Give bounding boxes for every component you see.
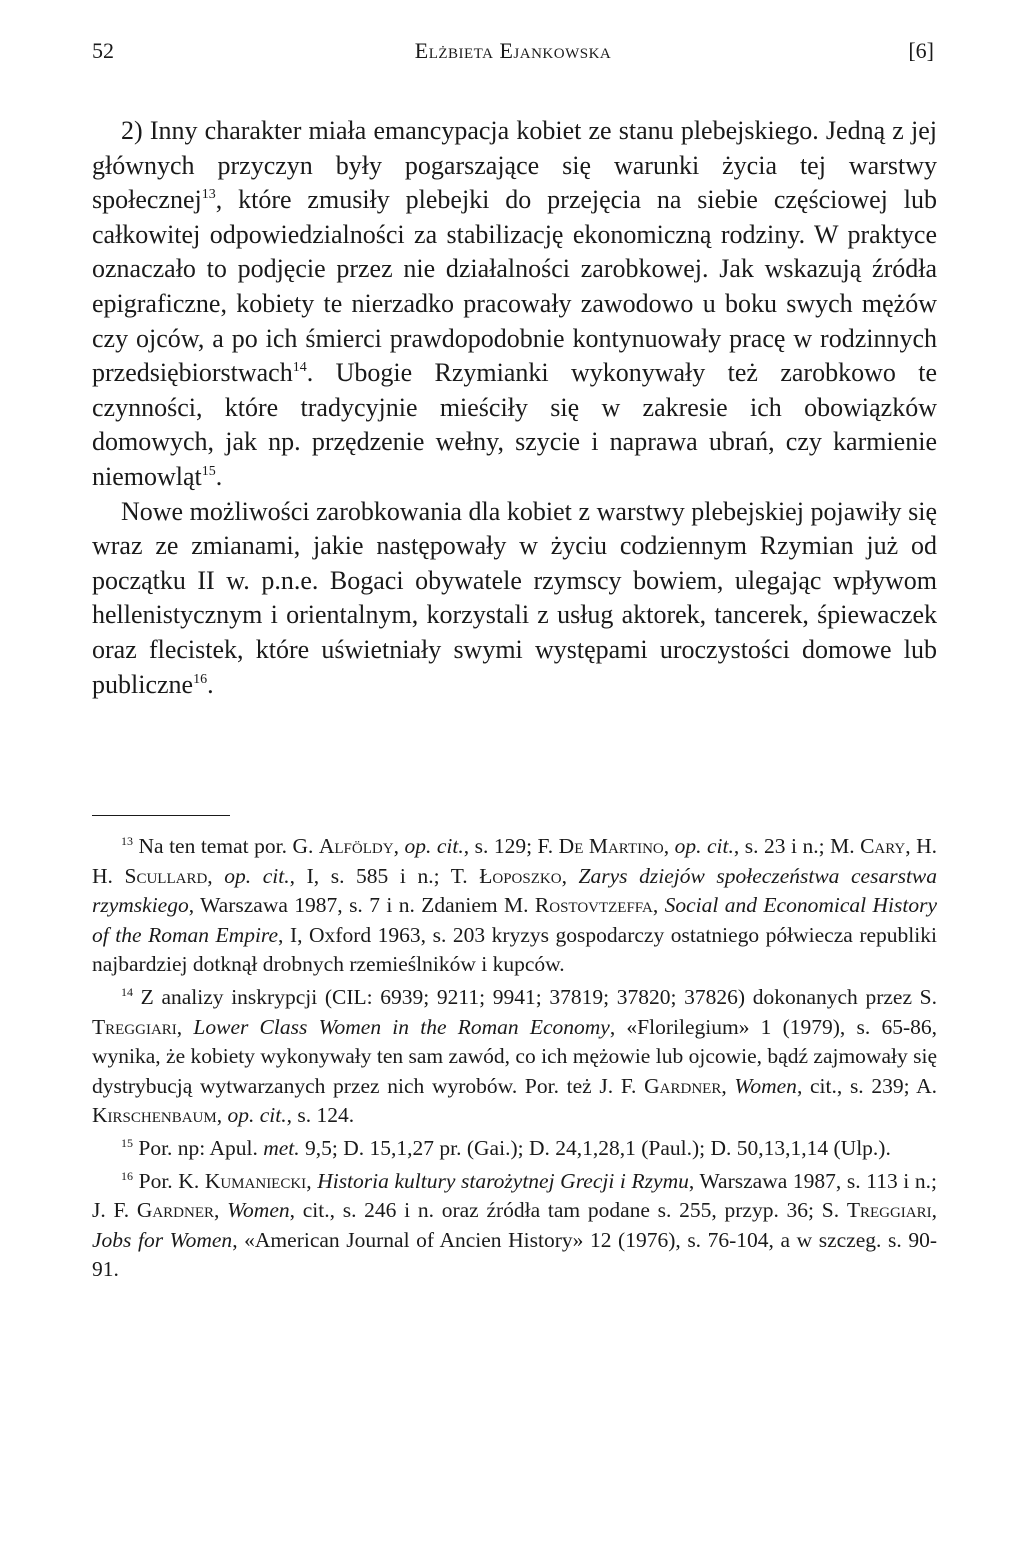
footnote-ref-15[interactable]: 15 (201, 463, 216, 479)
running-header (92, 34, 934, 68)
paragraph-2: Nowe możliwości zarobkowania dla kobiet z warstwy plebejskiej pojawiły się wraz ze zmianami, jakie następowały w życiu codziennym Rzymian już od początku II w. p.n.e. Bogaci obywatele rzymscy bowiem, ulegając wpływom hellenistycznym i orientalnym, korzystali z usług aktorek, tancerek, śpiewaczek oraz flecistek, które uświetniały swymi występami uroczystości domowe lub publiczne$^{16}$. (92, 496, 937, 699)
running-author: Elżbieta Ejankowska (414, 38, 612, 63)
footnote-13: $^{13}$ Na ten temat por. G. Alföldy, op. cit., s. 129; F. De Martino, op. cit., s. 23 i n.; M. Cary, H. H. Scullard, op. cit., I, s. 585 i n.; T. Łoposzko, Zarys dziejów społeczeństwa cesarstwa rzymskiego, Warszawa 1987, s. 7 i n. Zdaniem M. Rostovtzeffa, Social and Economical History of the Roman Empire, I, Oxford 1963, s. 203 kryzys gospodarczy ostatniego półwiecza republiki najbardziej dotknął drobnych rzemieślników i kupców. (92, 834, 938, 977)
footnote-14: $^{14}$ Z analizy inskrypcji (CIL: 6939; 9211; 9941; 37819; 37820; 37826) dokonanych przez S. Treggiari, Lower Class Women in the Roman Economy, «Florilegium» 1 (1979), s. 65-86, wynika, że kobiety wykonywały ten sam zawód, co ich mężowie lub ojcowie, bądź zajmowały się dystrybucją wytwarzanych przez nich wyrobów. Por. też J. F. Gardner, Women, cit., s. 239; A. Kirschenbaum, op. cit., s. 124. (92, 984, 938, 1128)
footnote-ref-16[interactable]: 16 (193, 671, 208, 687)
paragraph-1: 2) Inny charakter miała emancypacja kobiet ze stanu plebejskiego. Jedną z jej głównych przyczyn były pogarszające się warunki życia tej warstwy społecznej$^{13}$, które zmusiły plebejki do przejęcia na siebie częściowej lub całkowitej odpowiedzialności za stabilizację ekonomiczną rodziny. W praktyce oznaczało to podjęcie przez nie działalności zarobkowej. Jak wskazują źródła epigraficzne, kobiety te nierzadko pracowały zawodowo u boku swych mężów czy ojców, a po ich śmierci prawdopodobnie kontynuowały pracę w rodzinnych przedsiębiorstwach$^{14}$. Ubogie Rzymianki wykonywały też zarobkowo te czynności, które tradycyjnie mieściły się w zakresie ich obowiązków domowych, jak np. przędzenie wełny, szycie i naprawa ubrań, czy karmienie niemowląt$^{15}$. (92, 116, 937, 491)
footnote-15: $^{15}$ Por. np: Apul. met. 9,5; D. 15,1,27 pr. (Gai.); D. 24,1,28,1 (Paul.); D. 50,13,1,14 (Ulp.). (121, 1135, 891, 1160)
section-marker: [6] (908, 38, 934, 63)
page-number: 52 (92, 38, 114, 63)
footnote-ref-14[interactable]: 14 (292, 360, 307, 376)
footnote-ref-13[interactable]: 13 (201, 187, 216, 203)
footnote-divider (92, 815, 230, 816)
main-text (92, 114, 937, 702)
footnote-16: $^{16}$ Por. K. Kumaniecki, Historia kultury starożytnej Grecji i Rzymu, Warszawa 1987, s. 113 i n.; J. F. Gardner, Women, cit., s. 246 i n. oraz źródła tam podane s. 255, przyp. 36; S. Treggiari, Jobs for Women, «American Journal of Ancien History» 12 (1976), s. 76-104, a w szczeg. s. 90-91. (92, 1168, 938, 1282)
footnotes (92, 832, 937, 1288)
